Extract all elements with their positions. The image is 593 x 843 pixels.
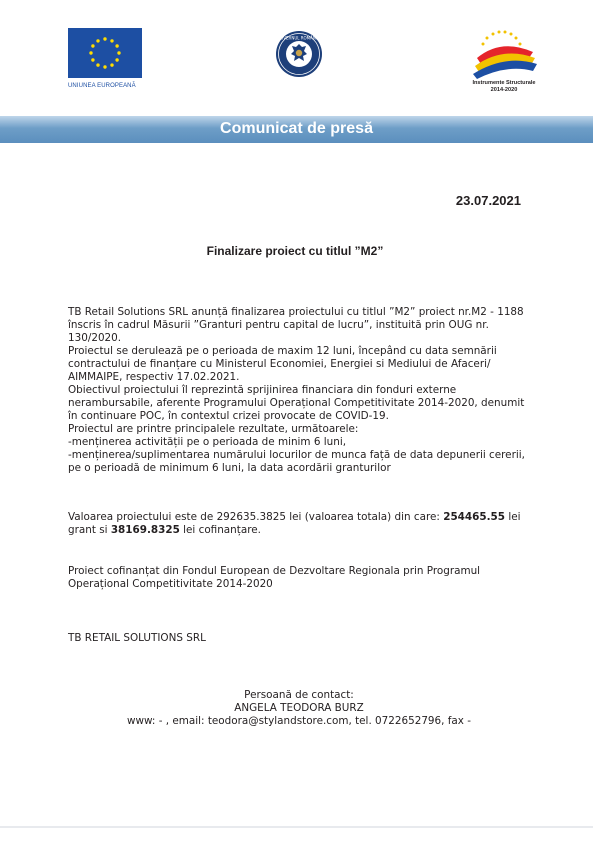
paragraph-duration: Proiectul se derulează pe o perioada de maxim 12 luni, începând cu data semnării contractului de finanțare cu Ministerul Economiei, Energiei si Mediului de Afaceri/ AIMMAIPE, respectiv 17.02.2021. <box>68 345 497 383</box>
paragraph-announcement: TB Retail Solutions SRL anunță finalizarea proiectului cu titlul ”M2” proiect nr.M2 - 1188 înscris în cadrul Măsurii ”Granturi pentru capital de lucru”, instituită prin OUG nr. 130/2020. <box>68 306 524 344</box>
paragraph-results-intro: Proiectul are printre principalele rezultate, următoarele: <box>68 423 359 435</box>
structural-instruments-title: Instrumente Structurale <box>472 80 536 86</box>
contact-label: Persoană de contact: <box>244 689 354 701</box>
eu-flag-icon <box>68 28 142 78</box>
grant-suffix: lei grant si <box>68 511 521 536</box>
document-date: 23.07.2021 <box>455 193 521 208</box>
grant-amount: 254465.55 <box>443 511 506 523</box>
paragraph-result-1: -menținerea activității pe o perioada de minim 6 luni, <box>68 436 347 448</box>
footer-divider <box>0 826 593 828</box>
eu-caption: UNIUNEA EUROPEANĂ <box>68 83 136 89</box>
cofinancing-suffix: lei cofinanțare. <box>179 524 261 536</box>
project-value-paragraph <box>68 511 530 537</box>
government-seal-icon <box>275 30 323 78</box>
company-name: TB RETAIL SOLUTIONS SRL <box>68 632 206 644</box>
body-text <box>68 306 530 475</box>
paragraph-objective: Obiectivul proiectului îl reprezintă sprijinirea financiara din fonduri externe nerambursabile, aferente Programului Operațional Competitivitate 2014-2020, denumit în continuare POC, în contextul crizei provocate de COVID-19. <box>68 384 525 422</box>
banner-title: Comunicat de presă <box>220 120 373 137</box>
paragraph-result-2: -menținerea/suplimentarea numărului locurilor de munca față de data depunerii cererii, pe o perioadă de minimum 6 luni, la data acordării granturilor <box>68 449 525 474</box>
contact-name: ANGELA TEODORA BURZ <box>234 702 364 714</box>
contact-details: www: - , email: teodora@stylandstore.com, tel. 0722652796, fax - <box>126 715 471 727</box>
structural-instruments-years: 2014-2020 <box>490 87 518 93</box>
contact-block <box>60 689 538 728</box>
eu-logo <box>68 28 142 88</box>
cofinancing-amount: 38169.8325 <box>110 524 180 536</box>
document-headline: Finalizare proiect cu titlul ”M2” <box>206 244 384 258</box>
structural-instruments-logo <box>463 28 545 98</box>
header-logos <box>0 0 593 110</box>
cofinancing-statement: Proiect cofinanțat din Fondul European de Dezvoltare Regionala prin Programul Operațional Competitivitate 2014-2020 <box>68 565 481 590</box>
seal-text: GUVERNUL ROMÂNIEI <box>277 35 321 41</box>
structural-instruments-icon <box>463 28 545 80</box>
press-release-banner <box>0 116 593 143</box>
value-prefix: Valoarea proiectului este de 292635.3825 lei (valoarea totala) din care: <box>68 511 444 523</box>
